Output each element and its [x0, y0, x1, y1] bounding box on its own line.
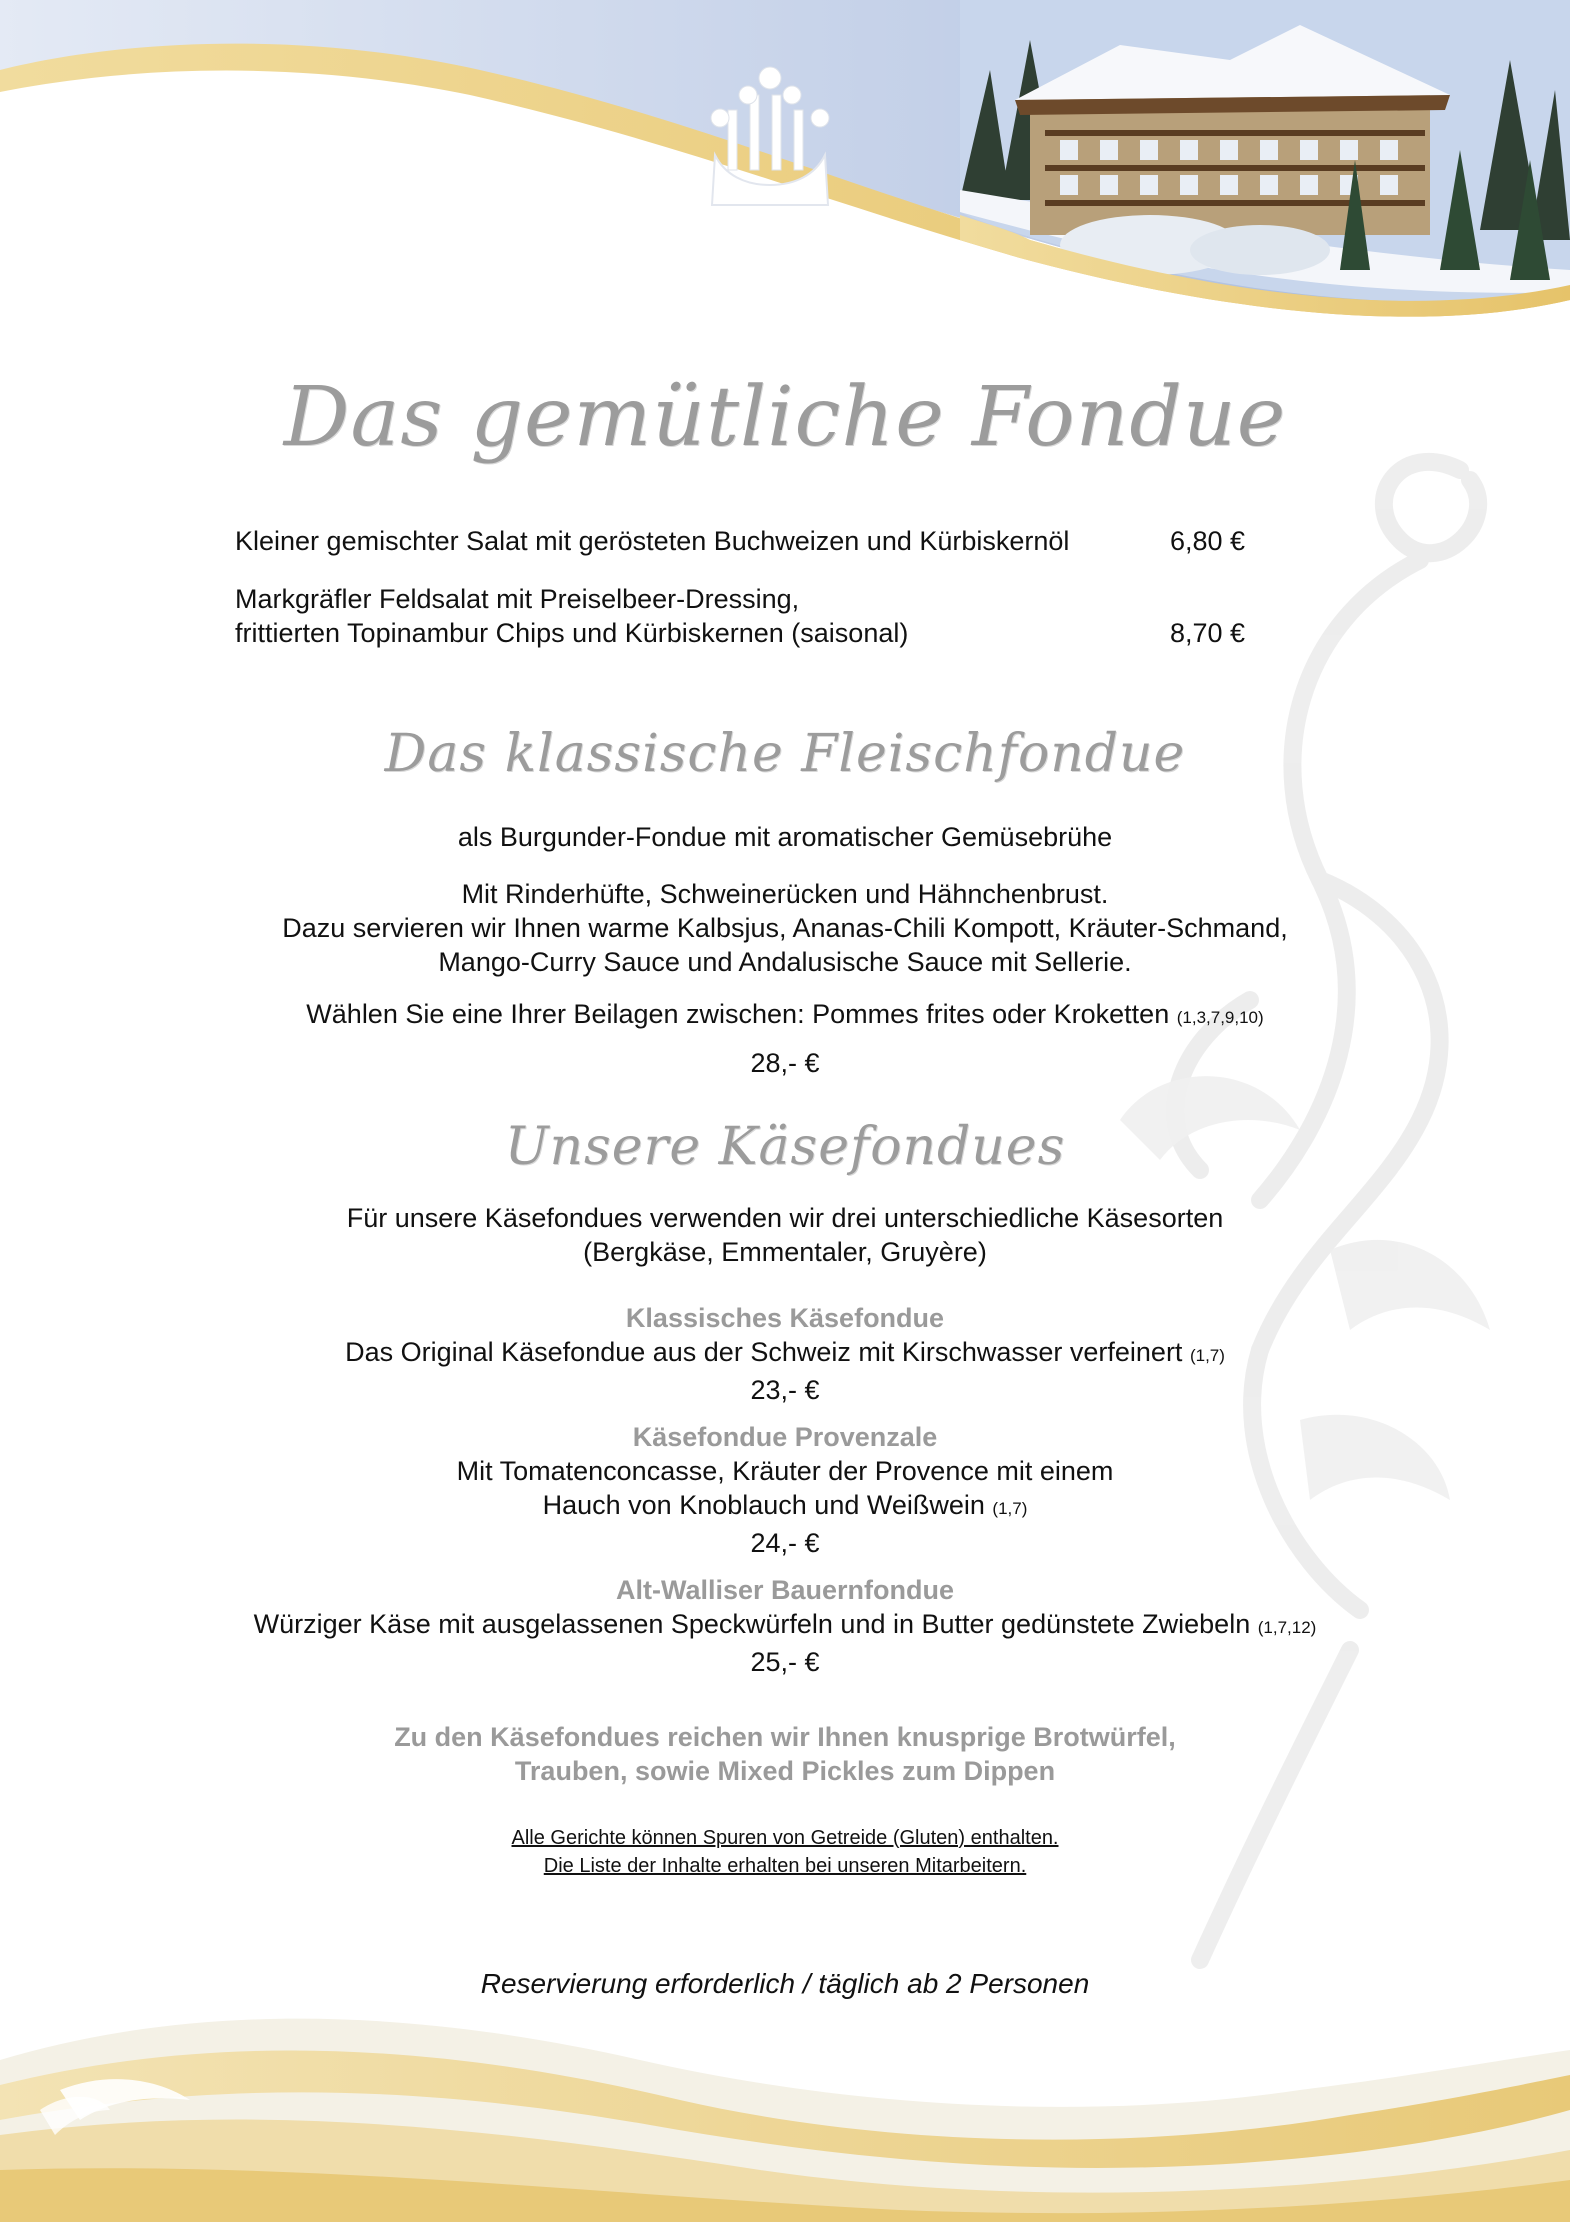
meat-sides — [0, 997, 1570, 1035]
menu-item-feldsalat — [235, 582, 1255, 650]
section-heading-meat: Das klassische Fleischfondue — [384, 724, 1186, 784]
cheese-item-price: 24,- € — [750, 1528, 820, 1558]
menu-item-name-line2: frittierten Topinambur Chips und Kürbiskernen (saisonal) — [235, 618, 909, 648]
meat-intro: als Burgunder-Fondue mit aromatischer Gemüsebrühe — [457, 822, 1113, 852]
allergen-notice-line1: Alle Gerichte können Spuren von Getreide (Gluten) enthalten. — [511, 1827, 1059, 1849]
cheese-extras — [0, 1720, 1570, 1788]
menu-item-name-line1: Markgräfler Feldsalat mit Preiselbeer-Dressing, — [235, 584, 800, 614]
meat-price: 28,- € — [750, 1048, 820, 1078]
cheese-item-name: Käsefondue Provenzale — [632, 1422, 938, 1452]
cheese-intro-line2: (Bergkäse, Emmentaler, Gruyère) — [583, 1237, 987, 1267]
meat-desc-line2: Dazu servieren wir Ihnen warme Kalbsjus, Ananas-Chili Kompott, Kräuter-Schmand, — [282, 913, 1288, 943]
meat-desc-line1: Mit Rinderhüfte, Schweinerücken und Hähnchenbrust. — [461, 879, 1109, 909]
cheese-item-name: Alt-Walliser Bauernfondue — [615, 1575, 955, 1605]
menu-item-small-salad — [235, 524, 1255, 558]
meat-desc-line3: Mango-Curry Sauce und Andalusische Sauce mit Sellerie. — [438, 947, 1132, 977]
page-title: Das gemütliche Fondue — [283, 370, 1287, 465]
cheese-item-allergens: (1,7,12) — [1257, 1618, 1317, 1637]
cheese-intro-line1: Für unsere Käsefondues verwenden wir drei unterschiedliche Käsesorten — [346, 1203, 1224, 1233]
cheese-item-walliser — [0, 1573, 1570, 1679]
cheese-extras-line1: Zu den Käsefondues reichen wir Ihnen knusprige Brotwürfel, — [394, 1722, 1176, 1752]
allergen-notice — [0, 1824, 1570, 1880]
cheese-extras-line2: Trauben, sowie Mixed Pickles zum Dippen — [514, 1756, 1056, 1786]
cheese-item-price: 25,- € — [750, 1647, 820, 1677]
cheese-item-name: Klassisches Käsefondue — [625, 1303, 945, 1333]
section-heading-cheese: Unsere Käsefondues — [504, 1117, 1066, 1177]
cheese-item-desc: Würziger Käse mit ausgelassenen Speckwürfeln und in Butter gedünstete Zwiebeln — [253, 1609, 1251, 1639]
cheese-intro — [0, 1201, 1570, 1269]
menu-item-price: 8,70 € — [1170, 618, 1246, 648]
cheese-item-price: 23,- € — [750, 1375, 820, 1405]
meat-sides-allergens: (1,3,7,9,10) — [1176, 1008, 1264, 1027]
cheese-item-allergens: (1,7) — [992, 1499, 1028, 1518]
meat-description — [0, 877, 1570, 979]
cheese-item-allergens: (1,7) — [1189, 1346, 1225, 1365]
cheese-item-classic — [0, 1301, 1570, 1407]
allergen-notice-line2: Die Liste der Inhalte erhalten bei unseren Mitarbeitern. — [543, 1855, 1027, 1877]
menu-item-name: Kleiner gemischter Salat mit gerösteten Buchweizen und Kürbiskernöl — [235, 526, 1070, 556]
cheese-item-provenzale — [0, 1420, 1570, 1560]
menu-item-price: 6,80 € — [1170, 526, 1246, 556]
cheese-item-desc: Das Original Käsefondue aus der Schweiz mit Kirschwasser verfeinert — [345, 1337, 1183, 1367]
reservation-note: Reservierung erforderlich / täglich ab 2 Personen — [480, 1968, 1090, 1999]
cheese-item-desc-line1: Mit Tomatenconcasse, Kräuter der Provence mit einem — [456, 1456, 1114, 1486]
meat-sides-text: Wählen Sie eine Ihrer Beilagen zwischen: Pommes frites oder Kroketten — [306, 999, 1170, 1029]
cheese-item-desc-line2: Hauch von Knoblauch und Weißwein — [542, 1490, 985, 1520]
